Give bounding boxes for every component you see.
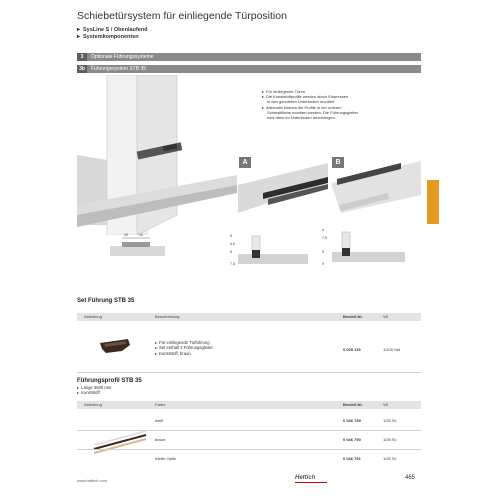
col-pu: VE (383, 314, 389, 319)
feature-item: ▸ Für einliegende Türen (262, 89, 422, 94)
brand-name: Hettich (295, 475, 316, 481)
set-desc-item: ▸ Für einliegende Türführung (155, 340, 213, 345)
feature-item: sind dann im Unterboden anzubringen. (267, 115, 336, 121)
section-drawing-a (228, 232, 308, 272)
breadcrumb-components[interactable]: ▸ Systemkomponenten (77, 33, 139, 40)
set-desc-item: ▸ Set enthält 2 Führungsgleiter (155, 345, 213, 350)
set-pu: 1/100 Set (383, 347, 401, 352)
profile-table-header (77, 401, 421, 409)
dim-label: 4,5 (230, 242, 235, 246)
chapter-tab (427, 180, 439, 224)
profile-color: Kiefer Optik (155, 456, 176, 461)
figure-b (331, 155, 421, 213)
figure-b-badge: B (332, 157, 344, 168)
figure-a-badge: A (239, 157, 251, 168)
col-color: Farbe (155, 402, 166, 407)
dim-label: 5 (322, 250, 324, 254)
profile-pu: 1/25 St. (383, 418, 397, 423)
dim-label: 4 (322, 228, 324, 232)
profile-pu: 1/25 St. (383, 456, 397, 461)
row-divider (77, 372, 421, 373)
feature-item: ▸ Alternativ können die Profile in der unteren (262, 105, 422, 110)
feature-item: Schmalfläche montiert werden. Die Führungsgleiter (267, 109, 358, 115)
set-description (155, 340, 213, 356)
dim-label: 7,5 (322, 236, 327, 240)
figure-a (238, 155, 328, 213)
page-number: 465 (405, 475, 416, 481)
profile-specs (77, 385, 111, 396)
dim-label: 7,5 (230, 262, 235, 266)
profile-color: weiß (155, 418, 164, 423)
profile-spec: ▸ Länge 3500 mm (77, 385, 111, 390)
col-order: Bestell-Nr. (343, 402, 363, 407)
section-bar-3 (77, 53, 421, 61)
row-divider (77, 449, 421, 450)
dim-label: 10 (139, 233, 143, 237)
col-order: Bestell-Nr. (343, 314, 363, 319)
section-bar-3b (77, 65, 421, 73)
section-label: Führungssystem STB 35 (91, 66, 147, 72)
door-illustration (77, 75, 237, 235)
profile-pu: 1/25 St. (383, 437, 397, 442)
profile-order-number: 0 046 791 (343, 456, 361, 461)
dim-label: 10 (124, 233, 128, 237)
brand-logo (295, 474, 327, 484)
feature-list (262, 89, 422, 120)
section-drawing-b (320, 228, 405, 272)
row-divider (77, 430, 421, 431)
page-title: Schiebetürsystem für einliegende Türposition (77, 10, 287, 22)
profile-title: Führungsprofil STB 35 (77, 378, 142, 384)
set-title: Set Führung STB 35 (77, 298, 135, 304)
set-table-header (77, 313, 421, 321)
set-desc-item: ▸ Kunststoff, braun (155, 351, 213, 356)
section-label: Optionale Führungssysteme (91, 54, 154, 60)
profile-order-number: 0 046 790 (343, 437, 361, 442)
breadcrumb-system[interactable]: ▸ SysLine S / Obenlaufend (77, 26, 148, 33)
profile-order-number: 0 046 789 (343, 418, 361, 423)
profile-spec: ▸ Kunststoff (77, 390, 111, 395)
dim-label: 9 (322, 262, 324, 266)
brand-underline (295, 482, 327, 483)
set-order-number: 0 025 119 (343, 347, 361, 352)
dim-label: 9 (230, 234, 232, 238)
col-image: Abbildung (84, 314, 102, 319)
feature-item: ▸ Die Kunststoffprofile werden durch Einpressen (262, 94, 422, 99)
col-image: Abbildung (84, 402, 102, 407)
profile-color: braun (155, 437, 166, 442)
feature-item: in den genuteten Unterboden montiert (267, 99, 335, 105)
footer-url[interactable]: www.hettich.com (77, 478, 108, 483)
dim-label: 5 (230, 250, 232, 254)
detail-drawing-guide (110, 232, 165, 262)
guide-set-image (96, 335, 136, 360)
col-desc: Beschreibung (155, 314, 180, 319)
col-pu: VE (383, 402, 389, 407)
section-number: 3b (77, 65, 87, 73)
section-number: 3 (77, 53, 87, 61)
